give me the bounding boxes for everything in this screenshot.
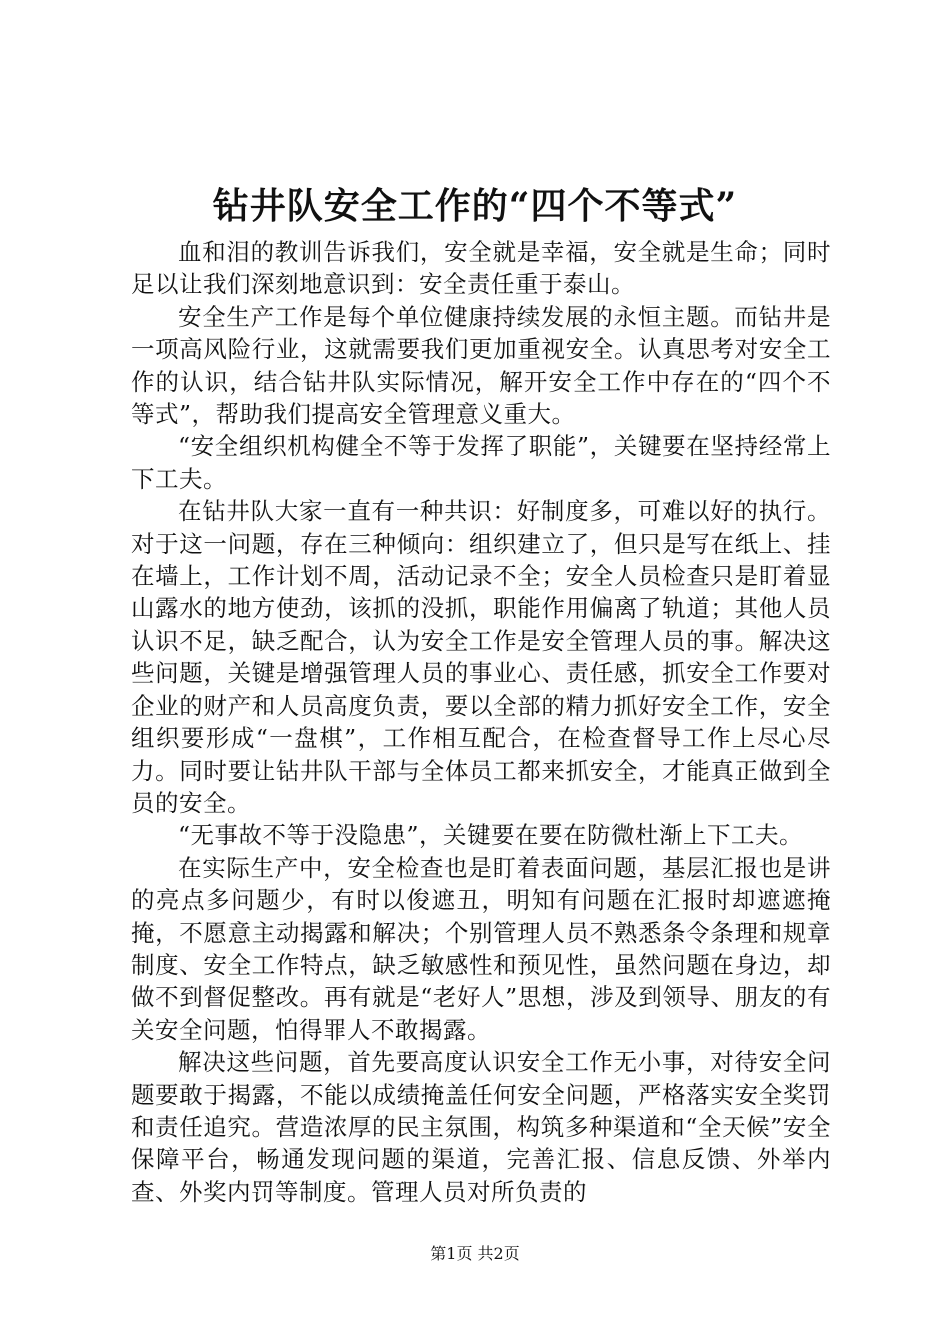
page-footer: 第1页 共2页 [430, 1244, 520, 1263]
paragraph-1: 血和泪的教训告诉我们，安全就是幸福，安全就是生命；同时足以让我们深刻地意识到：安全责任重于泰山。 [131, 238, 831, 299]
document-body [131, 236, 831, 1208]
paragraph-2: 安全生产工作是每个单位健康持续发展的永恒主题。而钻井是一项高风险行业，这就需要我们更加重视安全。认真思考对安全工作的认识，结合钻井队实际情况，解开安全工作中存在的“四个不等式”，帮助我们提高安全管理意义重大。 [131, 302, 831, 429]
paragraph-3: “安全组织机构健全不等于发挥了职能”，关键要在坚持经常上下工夫。 [131, 432, 831, 493]
paragraph-6: 在实际生产中，安全检查也是盯着表面问题，基层汇报也是讲的亮点多问题少，有时以俊遮丑，明知有问题在汇报时却遮遮掩掩，不愿意主动揭露和解决；个别管理人员不熟悉条令条理和规章制度、安全工作特点，缺乏敏感性和预见性，虽然问题在身边，却做不到督促整改。再有就是“老好人”思想，涉及到领导、朋友的有关安全问题，怕得罪人不敢揭露。 [131, 853, 831, 1044]
paragraph-5: “无事故不等于没隐患”，关键要在要在防微杜渐上下工夫。 [178, 821, 804, 850]
paragraph-4: 在钻井队大家一直有一种共识：好制度多，可难以好的执行。对于这一问题，存在三种倾向：组织建立了，但只是写在纸上、挂在墙上，工作计划不周，活动记录不全；安全人员检查只是盯着显山露水的地方使劲，该抓的没抓，职能作用偏离了轨道；其他人员认识不足，缺乏配合，认为安全工作是安全管理人员的事。解决这些问题，关键是增强管理人员的事业心、责任感，抓安全工作要对企业的财产和人员高度负责，要以全部的精力抓好安全工作，安全组织要形成“一盘棋”，工作相互配合，在检查督导工作上尽心尽力。同时要让钻井队干部与全体员工都来抓安全，才能真正做到全员的安全。 [131, 497, 831, 817]
document-title: 钻井队安全工作的“四个不等式” [212, 185, 738, 227]
paragraph-7: 解决这些问题，首先要高度认识安全工作无小事，对待安全问题要敢于揭露，不能以成绩掩盖任何安全问题，严格落实安全奖罚和责任追究。营造浓厚的民主氛围，构筑多种渠道和“全天候”安全保障平台，畅通发现问题的渠道，完善汇报、信息反馈、外举内查、外奖内罚等制度。管理人员对所负责的 [131, 1048, 831, 1206]
